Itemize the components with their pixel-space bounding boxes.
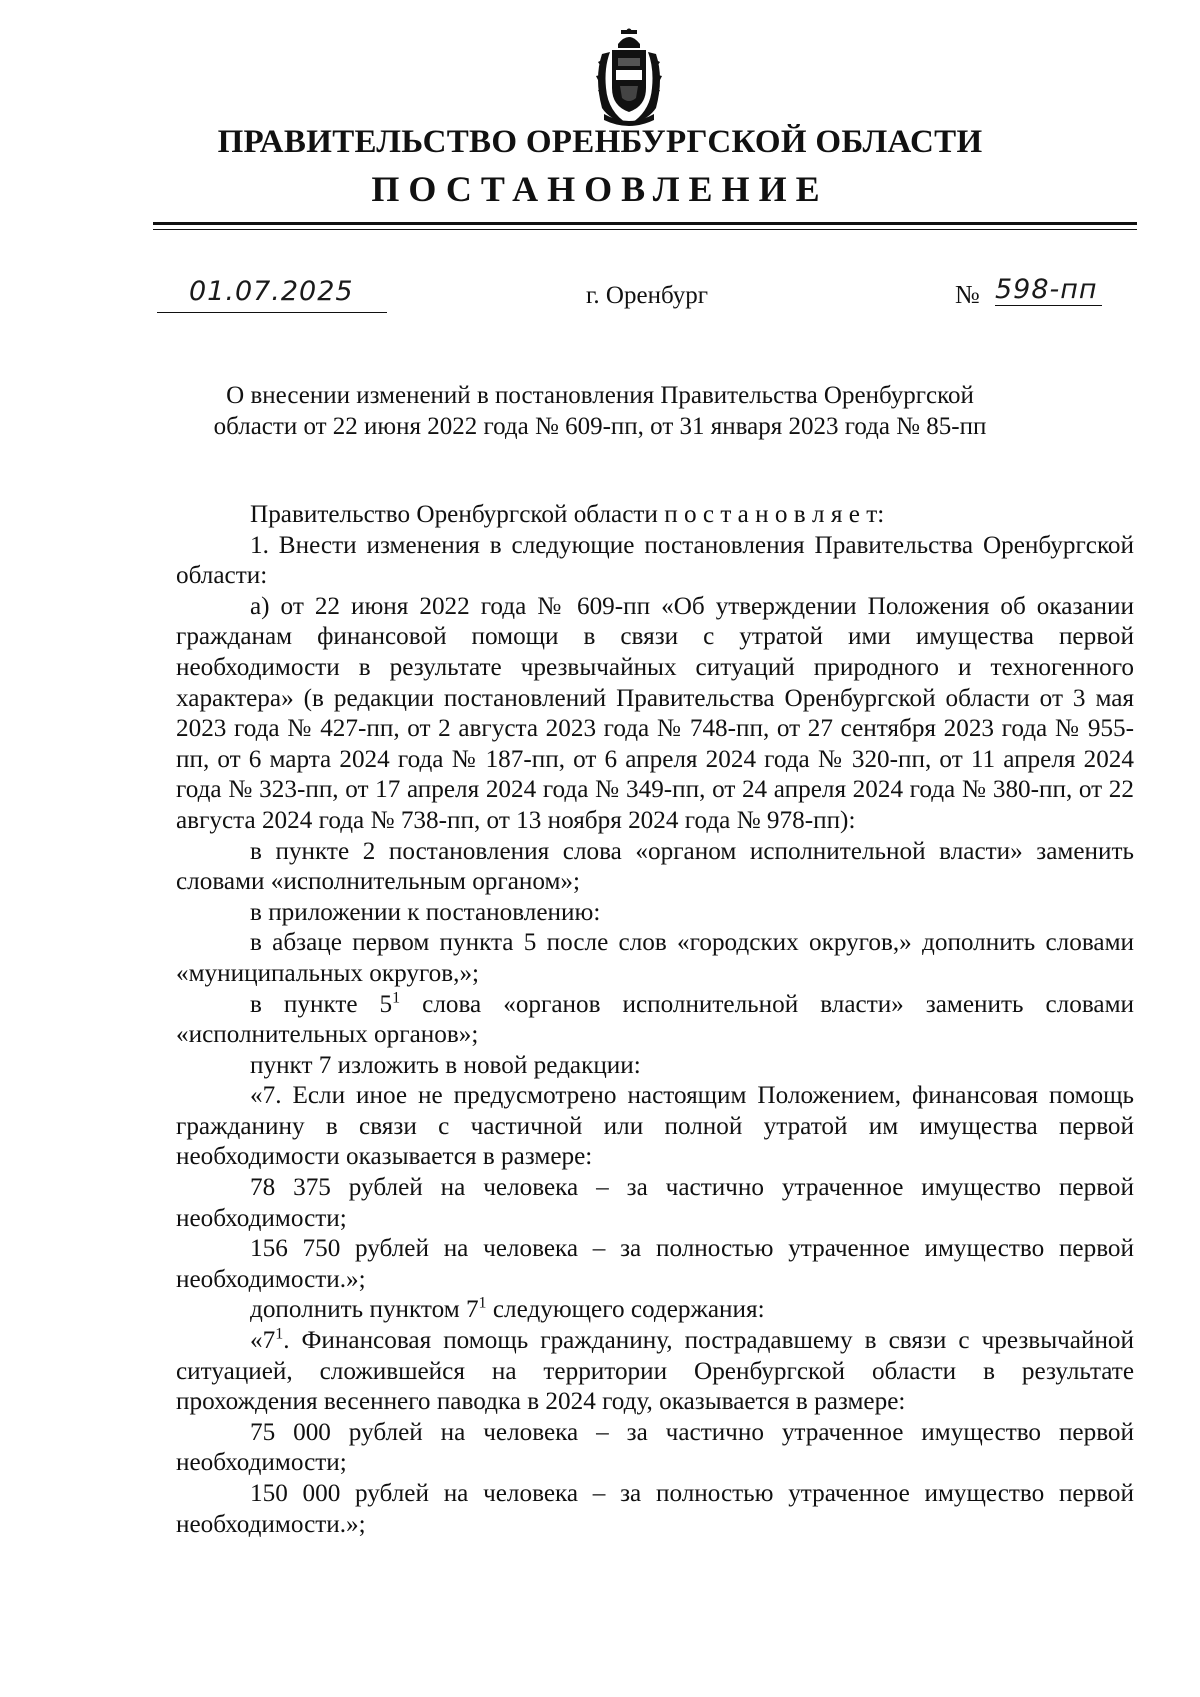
document-number: 598-пп <box>995 274 1102 306</box>
document-subject <box>160 380 1040 442</box>
document-date-field <box>157 276 387 313</box>
paragraph-13-text-a: «7 <box>250 1327 276 1355</box>
document-number-field <box>955 274 1135 312</box>
body-paragraph-9: «7. Если иное не предусмотрено настоящим Положением, финансовая помощь гражданину в связи с частичной или полной утратой им имущества первой необходимости оказывается в размере: <box>176 1082 1134 1171</box>
subject-line-1: О внесении изменений в постановления Правительства Оренбургской <box>226 382 974 409</box>
paragraph-12-superscript: 1 <box>478 1295 487 1313</box>
paragraph-13-text-b: . Финансовая помощь гражданину, пострадавшему в связи с чрезвычайной ситуацией, сложившейся на территории Оренбургской области в результате прохождения весеннего паводка в 2024 году, оказывается в размере: <box>176 1327 1134 1416</box>
paragraph-13-superscript: 1 <box>275 1325 284 1343</box>
body-paragraph-5: в приложении к постановлению: <box>250 898 601 926</box>
header-rule-thin <box>153 229 1137 230</box>
document-city: г. Оренбург <box>586 282 708 309</box>
body-paragraph-4: в пункте 2 постановления слова «органом исполнительной власти» заменить словами «исполнительным органом»; <box>176 837 1134 896</box>
paragraph-12-text-a: дополнить пунктом 7 <box>250 1296 479 1324</box>
body-paragraph-1: Правительство Оренбургской области п о с т а н о в л я е т: <box>250 501 885 528</box>
body-paragraph-15: 150 000 рублей на человека – за полностью утраченное имущество первой необходимости.»; <box>176 1480 1134 1538</box>
body-paragraph-10: 78 375 рублей на человека – за частично утраченное имущество первой необходимости; <box>176 1174 1134 1232</box>
number-sign: № <box>955 280 980 309</box>
document-type-title: ПОСТАНОВЛЕНИЕ <box>371 169 829 209</box>
oblast-coat-of-arms-icon <box>590 28 668 128</box>
body-paragraph-8: пункт 7 изложить в новой редакции: <box>250 1051 641 1079</box>
body-paragraph-7 <box>176 990 1134 1051</box>
body-paragraph-2: 1. Внести изменения в следующие постановления Правительства Оренбургской области: <box>176 531 1134 590</box>
document-body <box>176 500 1134 1540</box>
paragraph-7-text-a: в пункте 5 <box>250 990 393 1018</box>
body-paragraph-3: а) от 22 июня 2022 года № 609-пп «Об утверждении Положения об оказании гражданам финансовой помощи в связи с утратой ими имущества первой необходимости в результате чрезвычайных ситуаций природного и техногенного характера» (в редакции постановлений Правительства Оренбургской области от 3 мая 2023 года № 427-пп, от 2 августа 2023 года № 748-пп, от 27 сентября 2023 года № 955-пп, от 6 марта 2024 года № 187-пп, от 6 апреля 2024 года № 320-пп, от 11 апреля 2024 года № 323-пп, от 17 апреля 2024 года № 349-пп, от 24 апреля 2024 года № 380-пп, от 22 августа 2024 года № 738-пп, от 13 ноября 2024 года № 978-пп): <box>176 592 1134 834</box>
document-date: 01.07.2025 <box>189 276 354 307</box>
body-paragraph-13 <box>176 1326 1134 1418</box>
org-name: ПРАВИТЕЛЬСТВО ОРЕНБУРГСКОЙ ОБЛАСТИ <box>217 124 983 160</box>
body-paragraph-12 <box>176 1295 1134 1326</box>
body-paragraph-14: 75 000 рублей на человека – за частично утраченное имущество первой необходимости; <box>176 1418 1134 1477</box>
header-rule-thick <box>153 222 1137 225</box>
body-paragraph-11: 156 750 рублей на человека – за полностью утраченное имущество первой необходимости.»; <box>176 1235 1134 1293</box>
body-paragraph-6: в абзаце первом пункта 5 после слов «городских округов,» дополнить словами «муниципальных округов,»; <box>176 929 1134 987</box>
paragraph-7-superscript: 1 <box>392 989 401 1007</box>
subject-line-2: области от 22 июня 2022 года № 609-пп, от 31 января 2023 года № 85-пп <box>213 413 987 440</box>
paragraph-12-text-b: следующего содержания: <box>486 1296 765 1324</box>
paragraph-7-text-b: слова «органов исполнительной власти» заменить словами «исполнительных органов»; <box>176 990 1134 1049</box>
